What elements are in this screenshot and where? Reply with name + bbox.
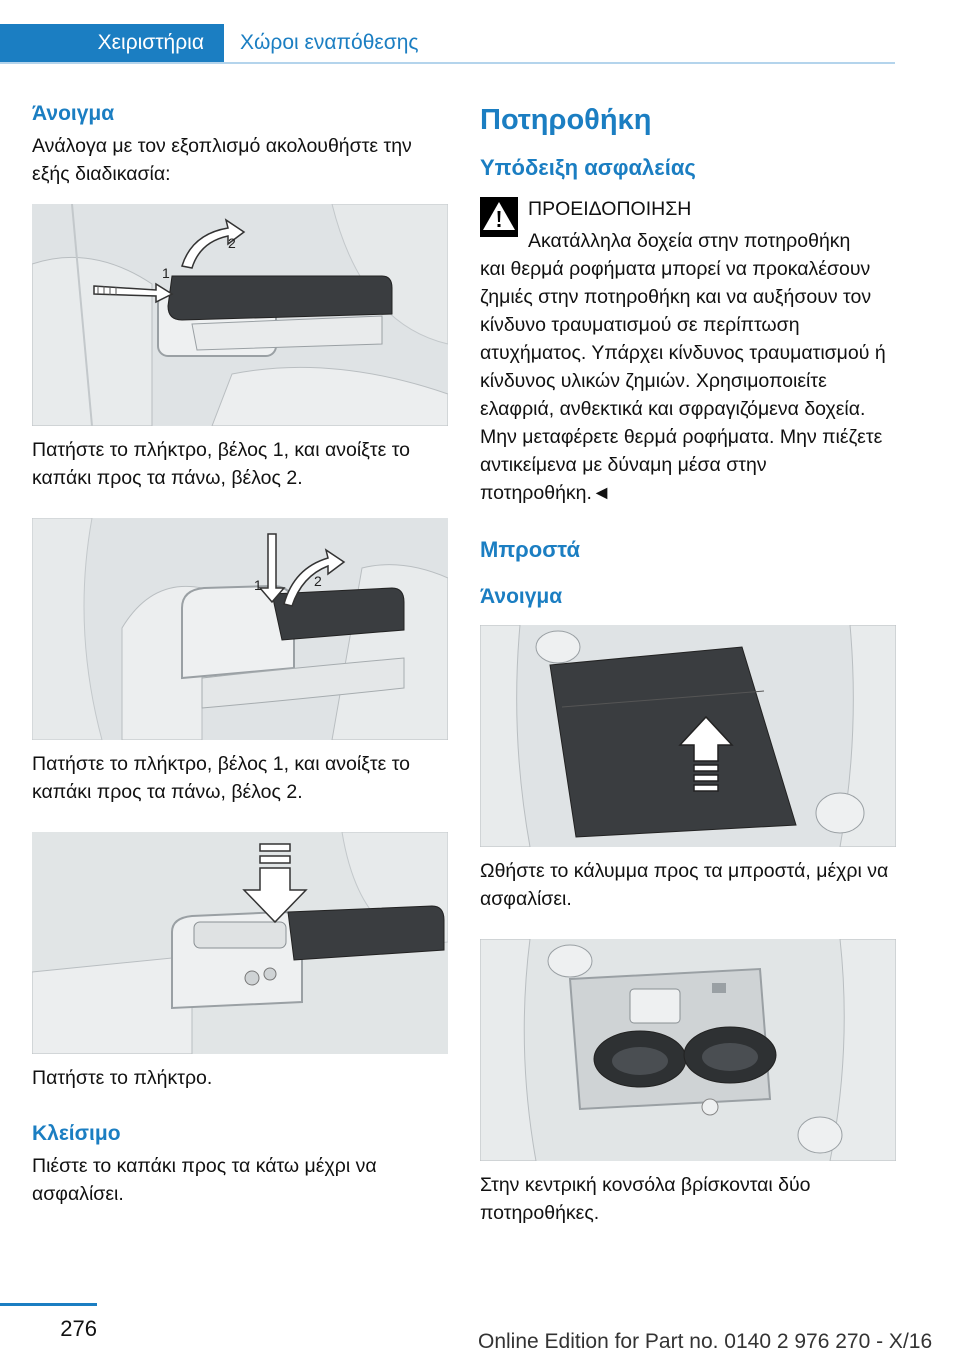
footer-divider [0, 1303, 97, 1306]
fig1-arrow-label-2: 2 [228, 235, 236, 251]
close-heading: Κλείσιμο [32, 1122, 121, 1145]
tab-storage[interactable] [224, 24, 419, 62]
front-open-heading: Άνοιγμα [480, 585, 563, 608]
section-title: Ποτηροθήκη [480, 104, 652, 136]
caption-4: Ωθήστε το κάλυμμα προς τα μπροστά, μέχρι να ασφαλίσει. [480, 860, 889, 910]
caption-3: Πατήστε το πλήκτρο. [32, 1067, 213, 1089]
figure-rear-armrest-1 [32, 204, 448, 426]
fig2-arrow-label-2: 2 [314, 573, 322, 589]
caption-5: Στην κεντρική κονσόλα βρίσκονται δύο ποτηροθήκες. [480, 1174, 811, 1224]
warning-icon [480, 197, 518, 237]
front-heading: Μπροστά [480, 537, 580, 562]
figure-rear-armrest-3 [32, 832, 448, 1054]
tab-storage-label: Χώροι εναπόθεσης [240, 31, 419, 54]
figure-cupholders [480, 939, 896, 1161]
fig1-arrow-label-1: 1 [162, 265, 170, 281]
page-number: 276 [60, 1316, 97, 1341]
left-column [32, 102, 448, 1208]
header-divider [0, 62, 895, 64]
open-heading: Άνοιγμα [32, 102, 115, 125]
figure-front-cover [480, 625, 896, 847]
close-text: Πιέστε το καπάκι προς τα κάτω μέχρι να ασφαλίσει. [32, 1155, 377, 1205]
warning-body: και θερμά ροφήματα μπορεί να προκαλέσουν ζημιές στην ποτηροθήκη και να αυξήσουν τον κίνδυνο τραυματισμού σε περίπτωση ατυχήματος. Υπάρχει κίνδυνος τραυματισμού ή κίνδυνος υλικών ζημιών. Χρησιμοποιείτε ελαφριά, ανθεκτικά και σφραγιζόμενα δοχεία. Μην μεταφέρετε θερμά ροφήματα. Μην πιέζετε αντικείμενα με δύναμη μέσα στην ποτηροθήκη.◄ [480, 258, 886, 504]
fig2-arrow-label-1: 1 [254, 577, 262, 593]
edition-note: Online Edition for Part no. 0140 2 976 270 - X/16 [478, 1330, 933, 1353]
warning-block [480, 195, 896, 507]
caption-1: Πατήστε το πλήκτρο, βέλος 1, και ανοίξτε το καπάκι προς τα πάνω, βέλος 2. [32, 439, 410, 489]
tab-controls-label: Χειριστήρια [97, 31, 204, 54]
right-column [480, 104, 896, 1227]
figure-rear-armrest-2 [32, 518, 448, 740]
tab-controls[interactable] [0, 24, 224, 62]
open-intro: Ανάλογα με τον εξοπλισμό ακολουθήστε την εξής διαδικασία: [32, 135, 412, 185]
warning-label: ΠΡΟΕΙΔΟΠΟΙΗΣΗ [528, 198, 692, 220]
safety-heading: Υπόδειξη ασφαλείας [480, 155, 696, 180]
caption-2: Πατήστε το πλήκτρο, βέλος 1, και ανοίξτε το καπάκι προς τα πάνω, βέλος 2. [32, 753, 410, 803]
warning-first-line: Ακατάλληλα δοχεία στην ποτηροθήκη [528, 230, 851, 252]
